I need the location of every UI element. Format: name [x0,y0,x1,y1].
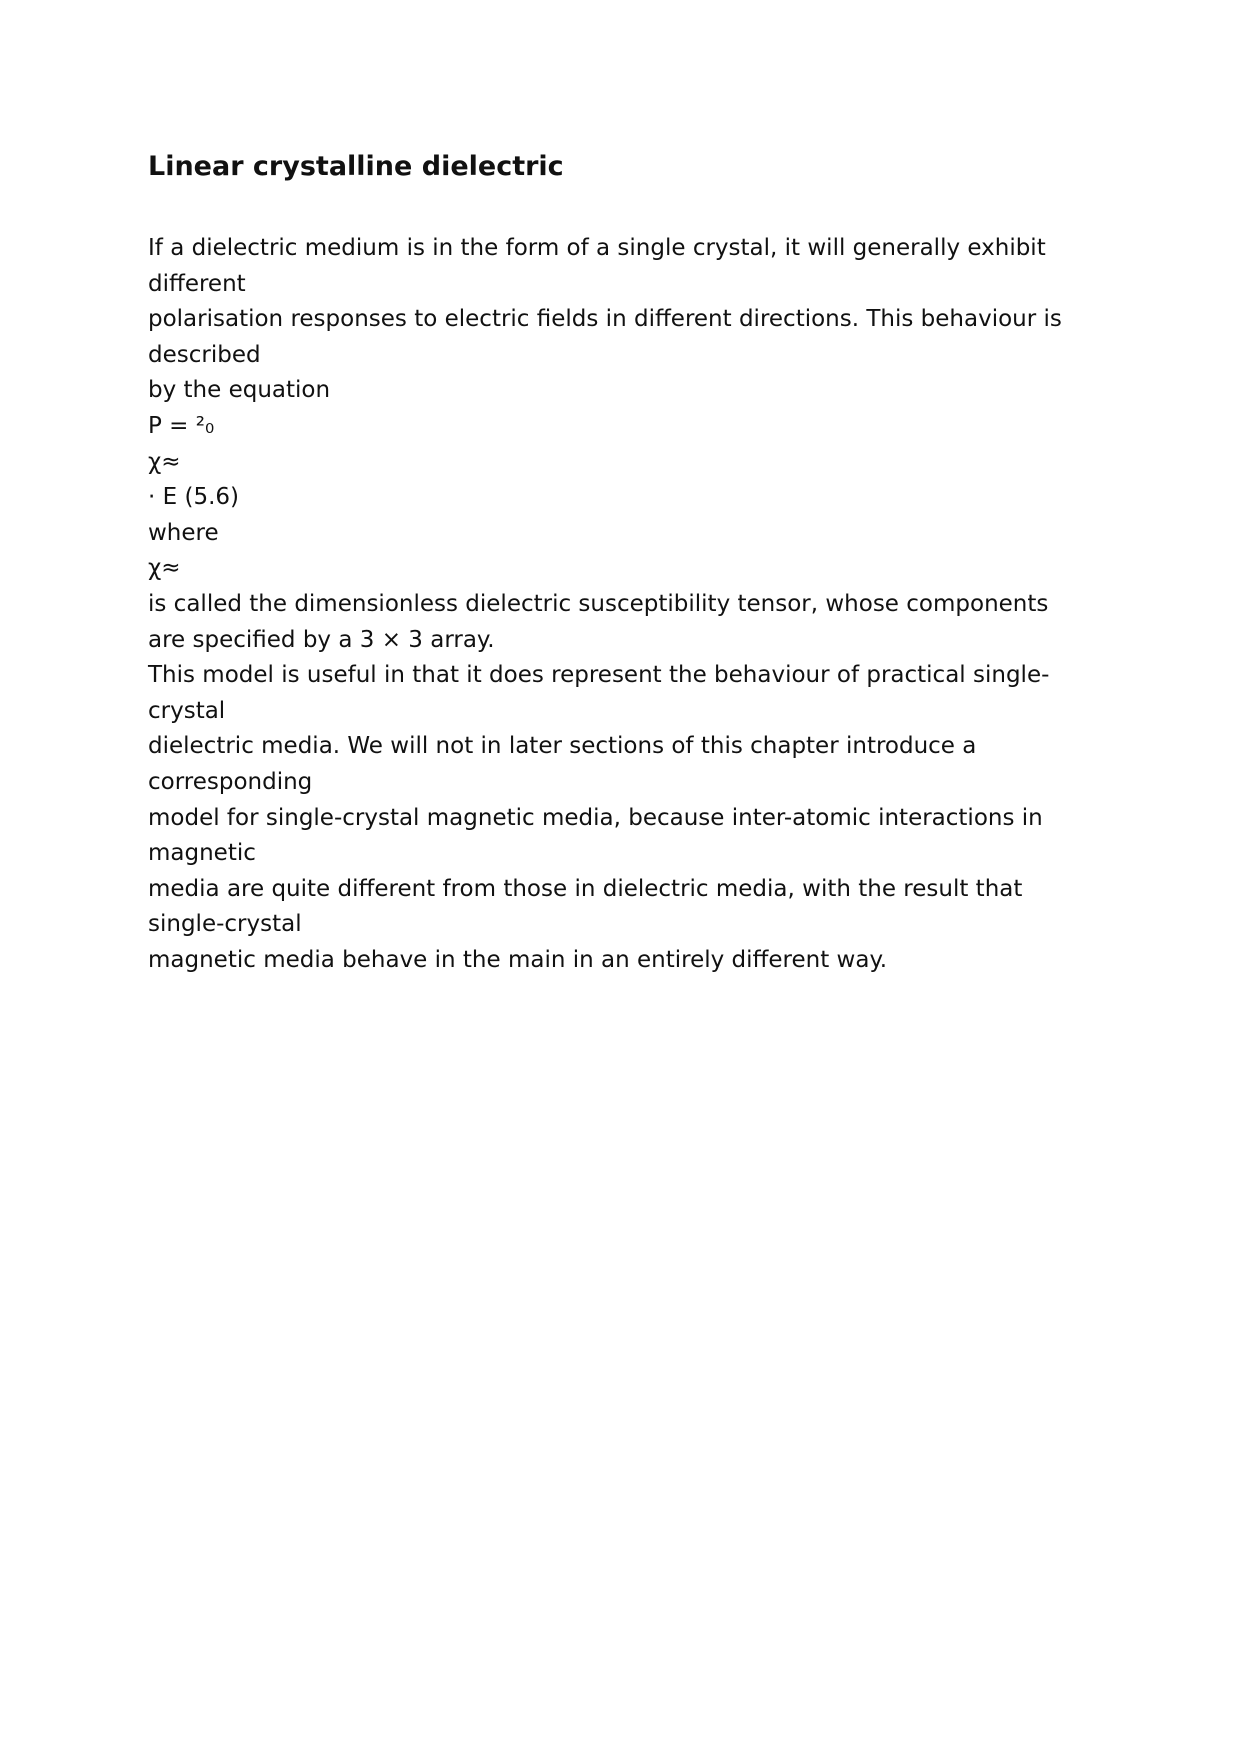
text-line: different [148,270,246,297]
equation-symbol: χ≈ [148,555,181,582]
text-line: single-crystal [148,911,302,938]
page-title: Linear crystalline dielectric [148,151,564,182]
text-line: is called the dimensionless dielectric susceptibility tensor, whose components [148,590,1049,617]
text-line: where [148,519,219,546]
equation-line: P = ²₀ [148,412,215,439]
text-line: are specified by a 3 × 3 array. [148,626,495,653]
text-line: If a dielectric medium is in the form of a single crystal, it will generally exhibit [148,235,1046,261]
text-line: magnetic media behave in the main in an entirely different way. [148,946,888,973]
text-line: corresponding [148,768,313,795]
text-line: This model is useful in that it does represent the behaviour of practical single- [148,662,1050,689]
equation-line: · E (5.6) [148,484,239,511]
body-text [148,231,1108,978]
text-line: described [148,341,261,368]
text-line: polarisation responses to electric fields in different directions. This behaviour is [148,306,1062,333]
equation-symbol: χ≈ [148,448,181,475]
text-line: crystal [148,697,226,724]
text-line: media are quite different from those in dielectric media, with the result that [148,875,1023,902]
text-line: magnetic [148,840,256,867]
text-line: dielectric media. We will not in later sections of this chapter introduce a [148,733,977,760]
text-line: model for single-crystal magnetic media, because inter-atomic interactions in [148,804,1043,831]
text-line: by the equation [148,377,331,404]
